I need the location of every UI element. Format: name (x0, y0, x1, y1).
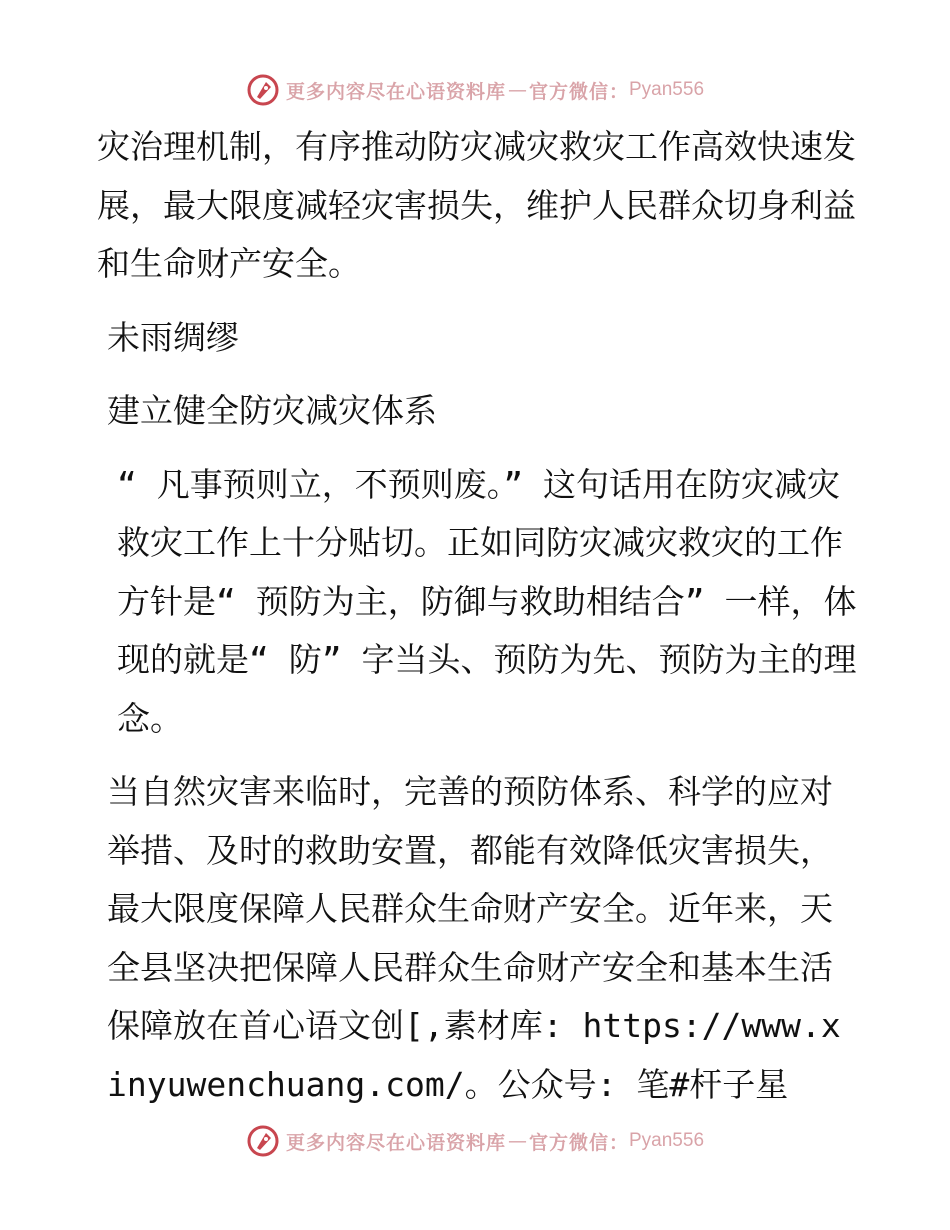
paragraph-3: 当自然灾害来临时，完善的预防体系、科学的应对举措、及时的救助安置，都能有效降低灾害损失，最大限度保障人民群众生命财产安全。近年来，天全县坚决把保障人民群众生命财产安全和基本生活保障放在首心语文创[,素材库: https://www.xinyuwenchuang.com/。公众号: 笔#杆子星 (107, 772, 841, 1104)
document-body (97, 118, 857, 1129)
watermark-handle: Pyan556 (629, 1130, 705, 1151)
pen-nib-circle-icon (246, 73, 280, 107)
watermark-text: 更多内容尽在心语资料库 (285, 80, 506, 103)
watermark-suffix: 官方微信： (528, 1131, 629, 1154)
watermark-header (0, 70, 950, 110)
section-heading-1: 未雨绸缪 (107, 317, 239, 357)
section-heading-2: 建立健全防灾减灾体系 (107, 391, 437, 430)
watermark-suffix: 官方微信： (528, 80, 629, 103)
watermark-text: 更多内容尽在心语资料库 (285, 1131, 506, 1154)
watermark-separator: — (507, 1130, 527, 1152)
watermark-footer (0, 1121, 950, 1161)
paragraph-2: “ 凡事预则立，不预则废。” 这句话用在防灾减灾救灾工作上十分贴切。正如同防灾减灾救灾的工作方针是“ 预防为主，防御与救助相结合” 一样，体现的就是“ 防” 字当头、预防为先、预防为主的理念。 (117, 464, 857, 738)
pen-nib-circle-icon (246, 1124, 280, 1158)
watermark-handle: Pyan556 (629, 79, 705, 100)
paragraph-1: 灾治理机制，有序推动防灾减灾救灾工作高效快速发展，最大限度减轻灾害损失，维护人民群众切身利益和生命财产安全。 (97, 127, 856, 283)
watermark-separator: — (507, 79, 527, 101)
